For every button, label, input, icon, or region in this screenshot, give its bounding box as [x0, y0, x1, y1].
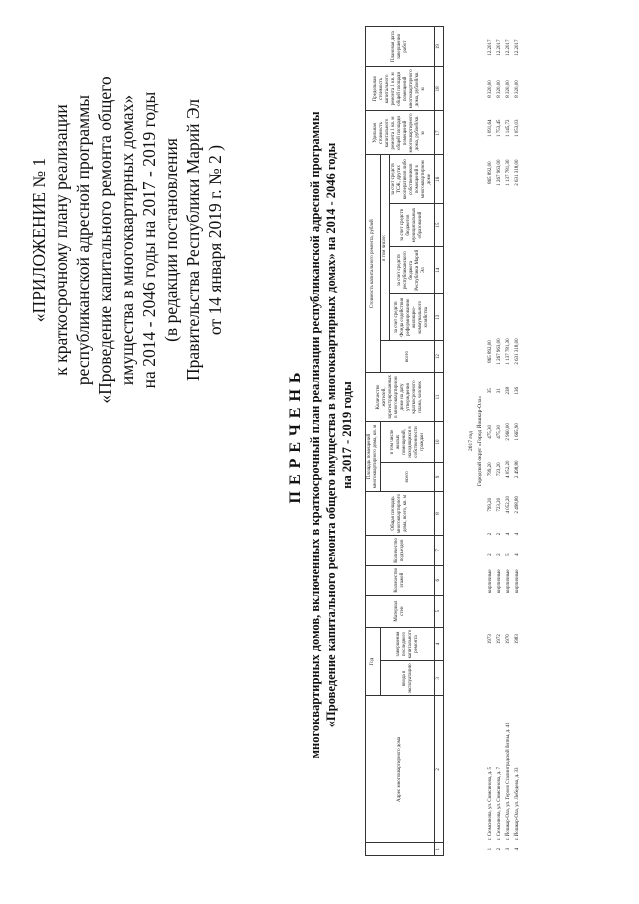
cell-entrances: 4 — [506, 532, 511, 536]
column-number: 6 — [435, 565, 444, 595]
column-number: 1 — [435, 843, 444, 856]
col-header-area-total: всего — [381, 462, 435, 491]
cell-deadline: 12.2017 — [515, 39, 520, 56]
cell-residents: 238 — [506, 387, 511, 395]
cell-empty — [495, 240, 504, 286]
cell-cost-owners: 2 631 318,00 — [515, 159, 520, 186]
cell-num: 4 — [515, 847, 520, 851]
col-header-limit-cost: Предельная стоимость капитального ремонта 1 кв. м общей площади помещений многоквартирного дома, рублей/кв. м — [366, 67, 435, 111]
cell-floors: 2 — [497, 553, 502, 556]
col-header-address: Адрес многоквартирного дома — [366, 696, 435, 843]
cell-cost-total: 865 892,00 — [488, 340, 493, 363]
col-header-cost-fund: за счет средств Фонда содействия реформированию жилищно-коммунального хозяйства — [390, 294, 435, 341]
title-main: ПЕРЕЧЕНЬ — [287, 366, 304, 504]
section-year: 2017 год — [468, 431, 474, 451]
cell-wall: кирпичные — [506, 569, 511, 594]
cell-year-built: 1972 — [497, 634, 502, 645]
cell-empty — [486, 598, 495, 627]
cell-unit-cost: 1 145,72 — [506, 119, 511, 138]
cell-entrances: 2 — [488, 532, 493, 536]
title-line: на 2017 - 2019 годы — [340, 381, 354, 489]
column-number: 17 — [435, 111, 444, 155]
cell-cost-total: 1 137 781,30 — [506, 338, 511, 365]
col-header-area-group: Площадь помещений многоквартирного дома, кв. м — [366, 422, 381, 492]
cell-limit-cost: 8 320,00 — [515, 80, 520, 98]
cell-deadline: 12.2017 — [506, 39, 511, 56]
col-header-wall: Материал стен — [366, 595, 435, 627]
column-number: 12 — [435, 341, 444, 373]
title-line: многоквартирных домов, включенных в краткосрочный план реализации республиканской адресной программы — [308, 111, 322, 759]
cell-deadline: 12.2017 — [488, 39, 493, 56]
cell-year-built: 1970 — [506, 634, 511, 645]
col-header-cost-republic: за счет средств республиканского бюджета Республики Марий Эл — [390, 247, 435, 294]
cell-empty — [504, 598, 513, 627]
cell-wall: кирпичные — [497, 569, 502, 594]
data-rows — [486, 26, 522, 856]
cell-area-total: 723,20 — [497, 462, 502, 477]
landscape-sheet — [20, 0, 620, 880]
cell-total-area: 2 498,80 — [515, 496, 520, 514]
cell-floors: 2 — [488, 553, 493, 556]
cell-num: 2 — [497, 847, 502, 851]
cell-area-total: 2 498,80 — [515, 460, 520, 479]
col-header-entrances: Количество подъездов — [366, 536, 435, 566]
col-header-deadline: Плановая дата завершения работ — [366, 27, 435, 67]
table-row — [486, 26, 495, 856]
column-number: 7 — [435, 536, 444, 566]
cell-area-res: 475,30 — [497, 425, 502, 439]
column-number: 5 — [435, 595, 444, 627]
cell-total-area: 723,20 — [497, 497, 502, 512]
col-header-year-group: Год — [366, 627, 381, 696]
col-header-cost-owners: за счет средств ТСЖ, других кооперативов либо собственников помещений в многоквартирном доме — [390, 155, 435, 203]
cell-empty — [486, 197, 495, 240]
cell-limit-cost: 8 320,00 — [506, 80, 511, 98]
cell-wall: кирпичные — [488, 569, 493, 594]
cell-num: 3 — [506, 847, 511, 851]
cell-limit-cost: 8 320,00 — [497, 80, 502, 98]
cell-residents: 136 — [515, 387, 520, 395]
cell-empty — [495, 286, 504, 332]
cell-empty — [504, 286, 513, 332]
cell-floors: 4 — [515, 553, 520, 556]
column-number: 16 — [435, 155, 444, 203]
cell-cost-owners: 865 892,00 — [488, 161, 493, 184]
cell-residents: 35 — [488, 388, 493, 394]
appendix-line: «ПРИЛОЖЕНИЕ № 1 — [29, 157, 49, 323]
cell-cost-owners: 1 267 963,00 — [497, 159, 502, 186]
column-number: 19 — [435, 27, 444, 67]
col-header-year-built: ввода в эксплуатацию — [381, 661, 435, 696]
appendix-line: на 2014 - 2046 годы на 2017 - 2019 годы — [139, 91, 159, 389]
appendix-line: имущества в многоквартирных домах» — [117, 94, 137, 386]
col-header-num — [366, 843, 435, 856]
column-number: 9 — [435, 462, 444, 491]
column-number: 10 — [435, 422, 444, 463]
cell-cost-total: 2 631 318,00 — [515, 338, 520, 365]
cell-empty — [495, 598, 504, 627]
column-number: 4 — [435, 627, 444, 661]
column-number: 11 — [435, 373, 444, 422]
column-number: 13 — [435, 294, 444, 341]
appendix-line: к краткосрочному плану реализации — [51, 104, 71, 376]
cell-unit-cost: 1 753,45 — [497, 119, 502, 138]
col-header-total-area: Общая площадь многоквартирного дома, всего, кв. м — [366, 491, 435, 535]
cell-unit-cost: 1 053,03 — [515, 119, 520, 138]
title-line: «Проведение капитального ремонта общего имущества в многоквартирных домах» на 2014 - 2046 годы — [324, 142, 338, 728]
appendix-line: Правительства Республики Марий Эл — [183, 99, 203, 381]
cell-empty — [513, 240, 522, 286]
cell-total-area: 4 052,20 — [506, 496, 511, 514]
appendix-line: «Проведение капитального ремонта общего — [95, 76, 115, 404]
table-row — [513, 26, 522, 856]
column-number: 8 — [435, 491, 444, 535]
cell-residents: 31 — [497, 388, 502, 394]
cell-area-res: 2 960,00 — [506, 423, 511, 441]
cell-area-total: 4 052,20 — [506, 460, 511, 479]
cell-year-built: 1973 — [488, 634, 493, 645]
cell-area-total: 799,20 — [488, 462, 493, 477]
cell-deadline: 12.2017 — [497, 39, 502, 56]
cell-address: г. Сюмсинова, ул. Сюмсинова, д. 7 — [497, 766, 502, 841]
cell-empty — [513, 286, 522, 332]
col-header-floors: Количество этажей — [366, 565, 435, 595]
column-number: 2 — [435, 696, 444, 843]
cell-cost-total: 1 267 963,00 — [497, 338, 502, 365]
cell-empty — [486, 286, 495, 332]
col-header-cost-local: за счет средств бюджетов муниципальных образований — [390, 203, 435, 246]
appendix-block — [28, 30, 226, 450]
section-district: Городской округ «Город Йошкар-Ола» — [477, 395, 483, 487]
cell-unit-cost: 1 091,64 — [488, 119, 493, 138]
table-row — [495, 26, 504, 856]
col-header-area-residents: в том числе жилых помещений, находящихся в собственности граждан — [381, 422, 435, 463]
cell-empty — [504, 240, 513, 286]
header-table — [365, 26, 444, 856]
column-number: 18 — [435, 67, 444, 111]
cell-area-res: 1 665,90 — [515, 423, 520, 441]
col-header-year-repair: завершения последнего капитального ремонта — [381, 627, 435, 661]
cell-limit-cost: 8 320,00 — [488, 80, 493, 98]
col-header-cost-group: Стоимость капитального ремонта, рублей — [366, 155, 381, 373]
cell-year-built: 1983 — [515, 634, 520, 645]
cell-wall: кирпичные — [515, 569, 520, 594]
appendix-line: от 14 января 2019 г. № 2 ) — [205, 144, 225, 336]
cell-empty — [486, 240, 495, 286]
column-number: 3 — [435, 661, 444, 696]
cell-total-area: 799,20 — [488, 497, 493, 512]
col-header-cost-incl: в том числе: — [381, 155, 390, 341]
appendix-line: (в редакции постановления — [161, 138, 181, 342]
cell-empty — [504, 197, 513, 240]
table-row — [504, 26, 513, 856]
data-table — [486, 26, 522, 856]
cell-entrances: 4 — [515, 532, 520, 536]
col-header-unit-cost: Удельная стоимость капитального ремонта 1 кв. м общей площади помещений многоквартирного дома, рублей/кв. м — [366, 111, 435, 155]
cell-address: г. Йошкар-Ола, ул. Лебедева, д. 33 — [515, 767, 520, 841]
cell-num: 1 — [488, 847, 493, 851]
cell-floors: 5 — [506, 553, 511, 556]
column-number: 14 — [435, 247, 444, 294]
cell-empty — [513, 598, 522, 627]
cell-area-res: 475,30 — [488, 425, 493, 439]
col-header-cost-total: всего — [381, 341, 435, 373]
appendix-line: республиканской адресной программы — [73, 94, 93, 386]
cell-address: г. Йошкар-Ола, ул. Героев Сталинградской битвы, д. 41 — [506, 722, 511, 841]
cell-address: г. Сюмсинова, ул. Сюмсинова, д. 5 — [488, 766, 493, 841]
document-title — [285, 10, 355, 860]
column-number: 15 — [435, 203, 444, 246]
cell-empty — [495, 197, 504, 240]
cell-entrances: 2 — [497, 532, 502, 536]
col-header-residents: Количество жителей, зарегистрированных в многоквартирном доме на дату утверждения краткосрочного плана, человек — [366, 373, 435, 422]
cell-empty — [513, 197, 522, 240]
cell-cost-owners: 1 137 781,30 — [506, 159, 511, 186]
column-number-row — [435, 27, 444, 856]
